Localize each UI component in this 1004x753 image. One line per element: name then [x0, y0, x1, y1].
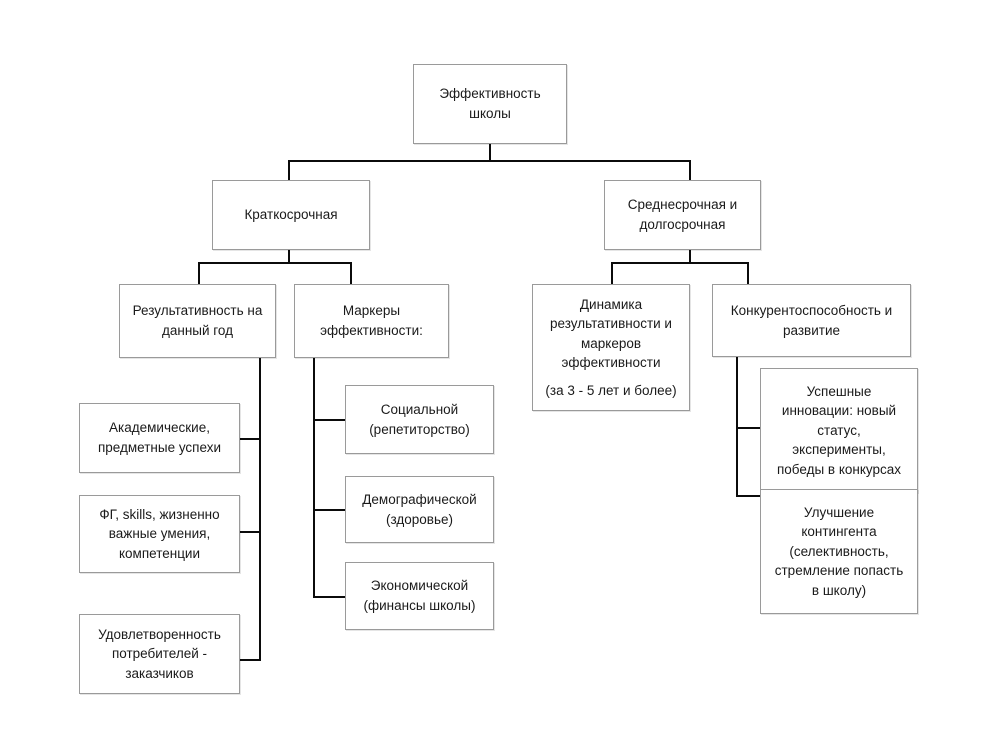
node-economic-line-1: (финансы школы): [363, 598, 476, 613]
node-short-term: [212, 180, 370, 250]
node-dynamics-line-0: Динамика: [579, 296, 643, 312]
node-markers: [294, 284, 449, 358]
connector-to-competitiveness: [747, 262, 749, 284]
node-innovations-line-4: победы в конкурсах: [776, 461, 902, 477]
node-academic: [79, 403, 240, 473]
node-result-year-line-0: Результативность на: [132, 303, 263, 319]
connector-to-dynamics: [611, 262, 613, 284]
node-short-term-line-0: Краткосрочная: [244, 207, 338, 223]
node-academic-line-1: предметные успехи: [97, 440, 221, 455]
node-satisfaction-line-1: потребителей -: [111, 646, 208, 662]
node-markers-line-1: эффективности:: [320, 323, 423, 338]
connector-to-short: [288, 160, 290, 180]
node-mid-long-term-line-0: Среднесрочная и: [627, 197, 738, 213]
node-dynamics-line-2: маркеров: [580, 335, 642, 351]
node-dynamics-line-4: (за 3 - 5 лет и более): [545, 382, 677, 398]
connector-markers-spine: [313, 358, 315, 597]
node-markers-line-0: Маркеры: [342, 303, 401, 319]
connector-to-midlong: [689, 160, 691, 180]
node-mid-long-term: [604, 180, 761, 250]
node-demographic: [345, 476, 494, 543]
node-satisfaction-line-0: Удовлетворенность: [98, 626, 221, 642]
node-result-year-line-1: данный год: [161, 323, 233, 338]
node-skills-line-1: важные умения,: [108, 526, 211, 542]
node-mid-long-term-line-1: долгосрочная: [639, 217, 726, 232]
connector-result-to-academic: [240, 438, 261, 440]
node-root-line-0: Эффективность: [439, 86, 541, 102]
node-demographic-line-1: (здоровье): [386, 511, 453, 527]
connector-result-to-skills: [240, 531, 261, 533]
node-innovations-line-0: Успешные: [806, 383, 872, 399]
connector-comp-to-innovations: [736, 427, 760, 429]
node-contingent-line-2: (селективность,: [789, 543, 889, 559]
node-economic: [345, 562, 494, 630]
node-skills: [79, 495, 240, 573]
node-competitiveness-line-1: развитие: [783, 322, 840, 338]
node-competitiveness-line-0: Конкурентоспособность и: [730, 302, 893, 318]
connector-root-bus: [288, 160, 691, 162]
node-demographic-line-0: Демографической: [362, 491, 477, 507]
connector-result-spine: [259, 358, 261, 661]
connector-midlong-bus: [611, 262, 749, 264]
node-competitiveness: [712, 284, 911, 357]
node-dynamics: [532, 284, 690, 411]
node-contingent-line-1: контингента: [801, 524, 877, 540]
connector-to-markers: [350, 262, 352, 284]
node-satisfaction: [79, 614, 240, 694]
node-social: [345, 385, 494, 454]
node-skills-line-0: ФГ, skills, жизненно: [99, 506, 220, 522]
node-social-line-1: (репетиторство): [369, 421, 470, 437]
node-economic-line-0: Экономической: [370, 578, 469, 594]
node-skills-line-2: компетенции: [118, 545, 201, 561]
connector-comp-to-contingent: [736, 495, 760, 497]
node-contingent-line-0: Улучшение: [803, 504, 875, 520]
node-result-year: [119, 284, 276, 358]
node-academic-line-0: Академические,: [109, 420, 210, 436]
node-contingent-line-3: стремление попасть: [774, 563, 904, 579]
node-satisfaction-line-2: заказчиков: [125, 665, 194, 681]
connector-markers-to-economic: [313, 596, 345, 598]
node-contingent-line-4: в школу): [811, 582, 867, 598]
node-innovations-line-2: статус,: [817, 422, 861, 438]
node-innovations-line-3: эксперименты,: [792, 442, 886, 458]
node-root-line-1: школы: [469, 106, 511, 121]
node-contingent: [760, 489, 918, 614]
connector-result-to-satisfaction: [240, 659, 261, 661]
connector-markers-to-demographic: [313, 509, 345, 511]
connector-to-result-year: [198, 262, 200, 284]
node-innovations-line-1: инновации: новый: [781, 403, 897, 419]
connector-markers-to-social: [313, 419, 345, 421]
node-root: [413, 64, 567, 144]
node-innovations: [760, 368, 918, 493]
node-dynamics-line-3: эффективности: [561, 355, 661, 371]
connector-short-bus: [198, 262, 352, 264]
node-dynamics-line-1: результативности и: [550, 316, 672, 332]
node-social-line-0: Социальной: [380, 401, 459, 417]
